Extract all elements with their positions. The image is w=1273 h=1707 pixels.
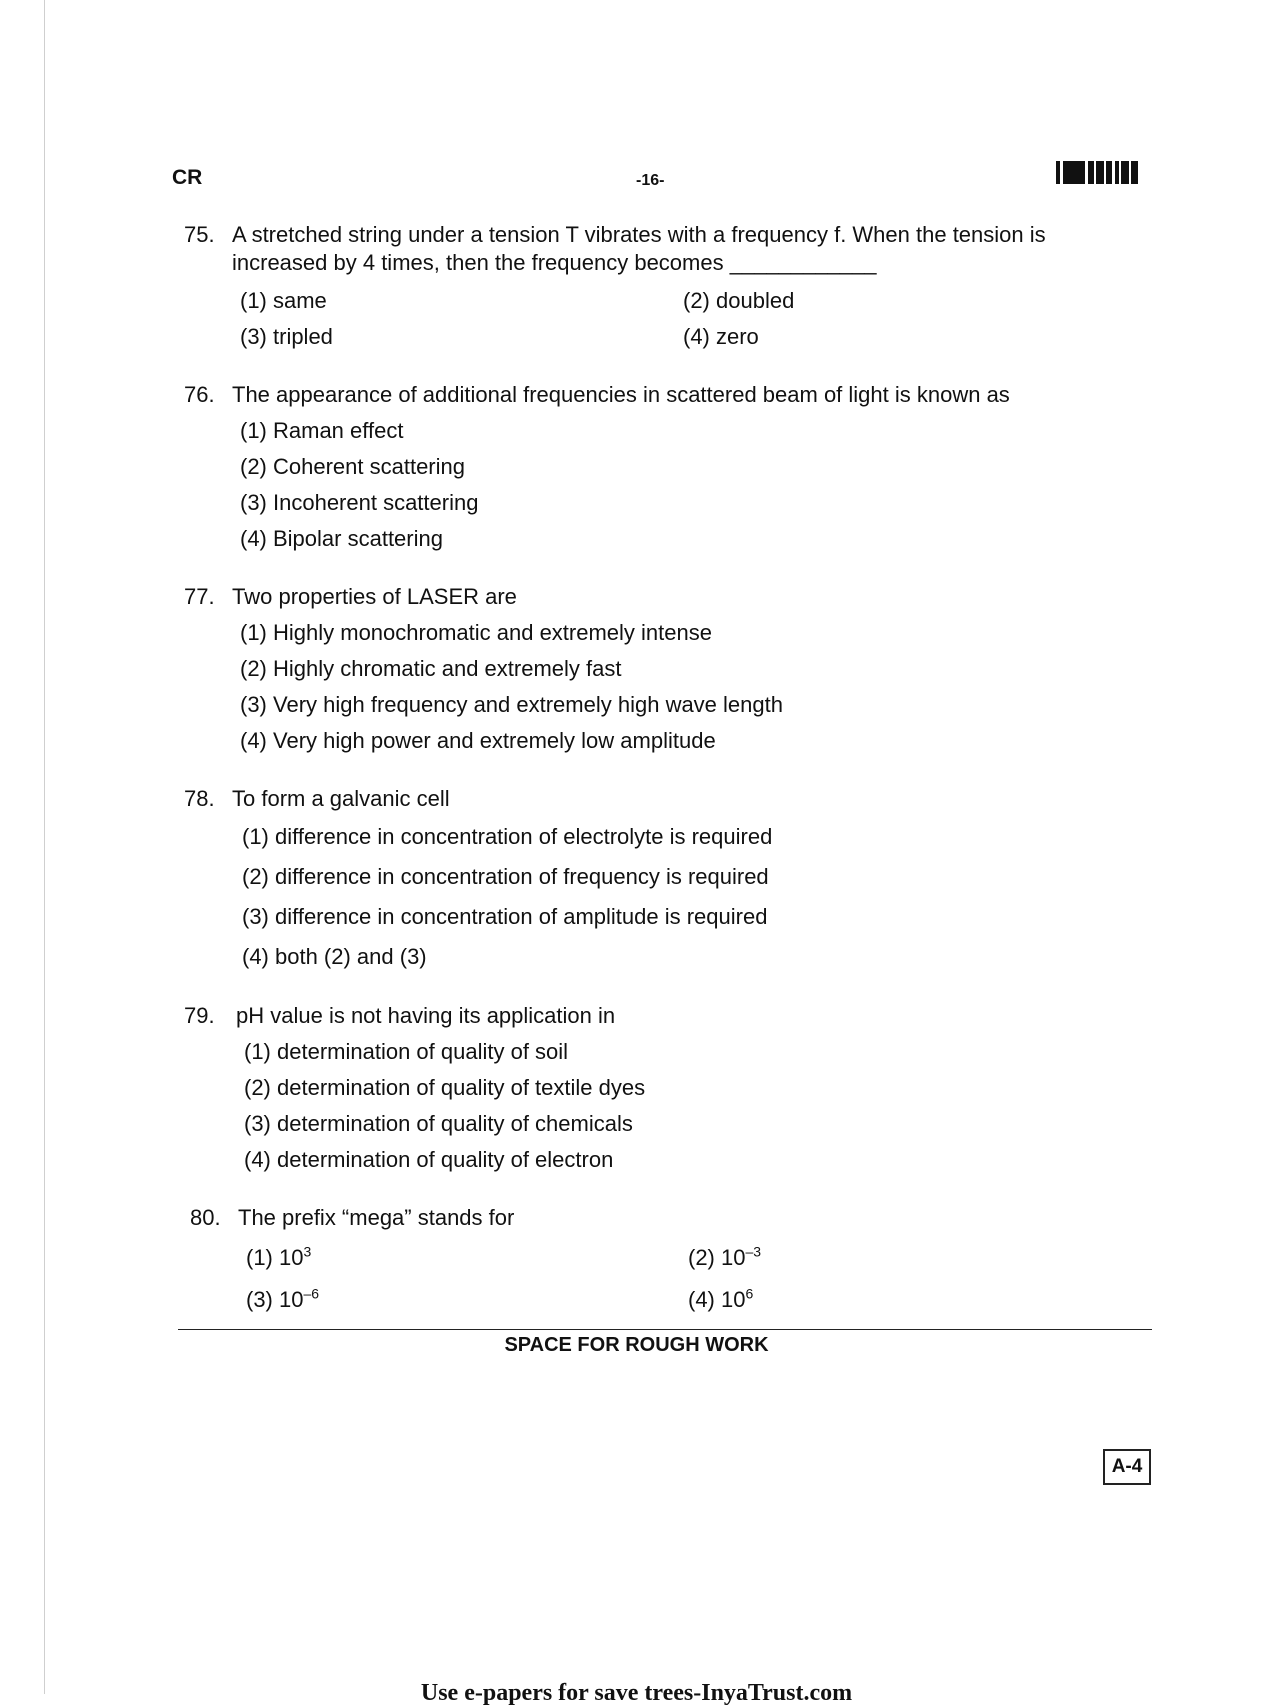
question-number: 76. bbox=[184, 382, 215, 407]
option-exponent: 6 bbox=[745, 1285, 754, 1302]
option-3: (3) Incoherent scattering bbox=[240, 490, 479, 515]
option-4: (4) Very high power and extremely low amplitude bbox=[240, 728, 716, 753]
option-exponent: 3 bbox=[303, 1243, 312, 1260]
question-number: 77. bbox=[184, 584, 215, 609]
footer-text: Use e-papers for save trees-InyaTrust.com bbox=[420, 1680, 853, 1706]
option-label: (3) 10 bbox=[246, 1287, 304, 1312]
option-3: (3) Very high frequency and extremely high wave length bbox=[240, 692, 783, 717]
page-margin-line bbox=[44, 0, 45, 1694]
question-number: 78. bbox=[184, 786, 215, 811]
option-2: (2) Coherent scattering bbox=[240, 454, 465, 479]
booklet-code: CR bbox=[172, 166, 203, 189]
option-3 bbox=[246, 1286, 319, 1314]
option-exponent: –6 bbox=[303, 1285, 320, 1302]
option-3: (3) tripled bbox=[240, 324, 333, 349]
question-text: pH value is not having its application in bbox=[236, 1003, 616, 1028]
option-exponent: –3 bbox=[745, 1243, 762, 1260]
page-number: -16- bbox=[636, 172, 665, 189]
option-2: (2) difference in concentration of frequency is required bbox=[242, 864, 769, 889]
option-2: (2) determination of quality of textile dyes bbox=[244, 1075, 646, 1100]
option-1: (1) same bbox=[240, 288, 327, 313]
option-1: (1) difference in concentration of electrolyte is required bbox=[242, 824, 773, 849]
option-3: (3) determination of quality of chemicals bbox=[244, 1111, 633, 1136]
question-text: A stretched string under a tension T vibrates with a frequency f. When the tension is increased by 4 times, then the frequency becomes ____________ bbox=[232, 222, 1046, 275]
option-4: (4) Bipolar scattering bbox=[240, 526, 443, 551]
option-1: (1) determination of quality of soil bbox=[244, 1039, 569, 1064]
option-4 bbox=[688, 1286, 753, 1314]
rough-work-label: SPACE FOR ROUGH WORK bbox=[504, 1334, 769, 1356]
option-2 bbox=[688, 1244, 761, 1272]
divider bbox=[178, 1329, 1152, 1330]
option-3: (3) difference in concentration of amplitude is required bbox=[242, 904, 768, 929]
option-label: (1) 10 bbox=[246, 1245, 304, 1270]
option-label: (4) 10 bbox=[688, 1287, 746, 1312]
option-4: (4) both (2) and (3) bbox=[242, 944, 427, 969]
option-4: (4) determination of quality of electron bbox=[244, 1147, 614, 1172]
question-number: 75. bbox=[184, 222, 215, 247]
question-text: The appearance of additional frequencies in scattered beam of light is known as bbox=[232, 382, 1010, 407]
option-4: (4) zero bbox=[683, 324, 759, 349]
option-2: (2) Highly chromatic and extremely fast bbox=[240, 656, 622, 681]
barcode-icon bbox=[1056, 161, 1138, 184]
question-text: The prefix “mega” stands for bbox=[238, 1205, 515, 1230]
option-1: (1) Highly monochromatic and extremely intense bbox=[240, 620, 712, 645]
question-number: 79. bbox=[184, 1003, 215, 1028]
question-text: To form a galvanic cell bbox=[232, 786, 450, 811]
option-1 bbox=[246, 1244, 311, 1272]
question-number: 80. bbox=[190, 1205, 221, 1230]
option-2: (2) doubled bbox=[683, 288, 795, 313]
booklet-tag: A-4 bbox=[1103, 1449, 1151, 1485]
option-1: (1) Raman effect bbox=[240, 418, 404, 443]
option-label: (2) 10 bbox=[688, 1245, 746, 1270]
question-text: Two properties of LASER are bbox=[232, 584, 517, 609]
